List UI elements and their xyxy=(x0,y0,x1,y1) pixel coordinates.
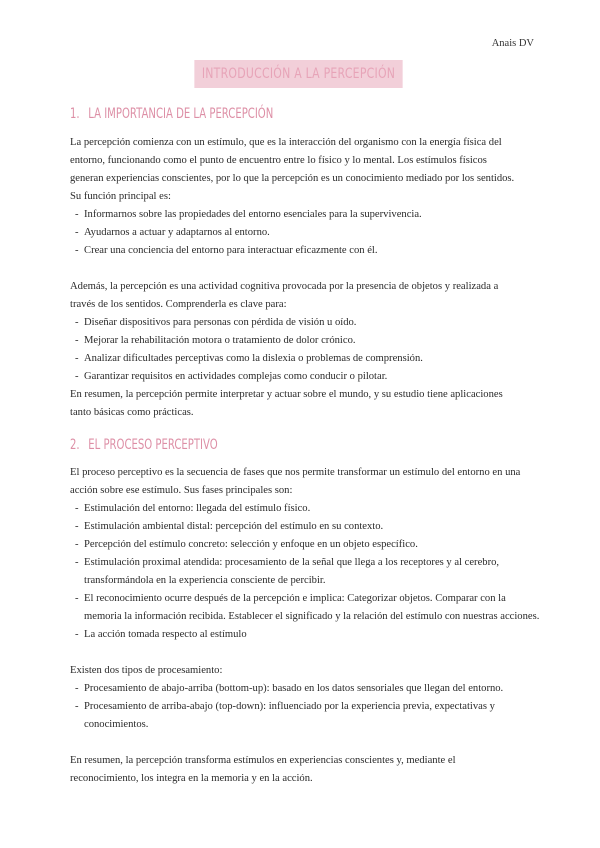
paragraph-line: reconocimiento, los integra en la memoria y en la acción. xyxy=(70,773,313,784)
list-item: - Garantizar requisitos en actividades complejas como conducir o pilotar. xyxy=(70,368,540,386)
paragraph-line: generan experiencias conscientes, por lo que la percepción es un conocimiento mediado por los sentidos. xyxy=(70,173,515,184)
list-item: - La acción tomada respecto al estímulo xyxy=(70,626,540,644)
section-2-body xyxy=(70,464,540,788)
section-1-heading xyxy=(70,106,273,122)
list-item: - Crear una conciencia del entorno para interactuar eficazmente con él. xyxy=(70,242,540,260)
functions-list xyxy=(70,206,540,260)
phases-list xyxy=(70,500,540,644)
paragraph-line: El proceso perceptivo es la secuencia de fases que nos permite transformar un estímulo del entorno en una xyxy=(70,467,521,478)
page-title: INTRODUCCIÓN A LA PERCEPCIÓN xyxy=(194,60,402,88)
author-name: Anais DV xyxy=(491,38,534,49)
list-item: - Mejorar la rehabilitación motora o tratamiento de dolor crónico. xyxy=(70,332,540,350)
list-item: - Diseñar dispositivos para personas con pérdida de visión u oído. xyxy=(70,314,540,332)
list-item: - Analizar dificultades perceptivas como la dislexia o problemas de comprensión. xyxy=(70,350,540,368)
list-item: - Percepción del estímulo concreto: selección y enfoque en un objeto específico. xyxy=(70,536,540,554)
section-1-number: 1. xyxy=(70,106,80,122)
list-item: - Estimulación del entorno: llegada del estímulo físico. xyxy=(70,500,540,518)
list-item: - El reconocimiento ocurre después de la percepción e implica: Categorizar objetos. Comparar con la memoria la información recibida. Establecer el significado y la relación del estímulo con nuestras acciones. xyxy=(70,590,540,626)
uses-list xyxy=(70,314,540,386)
paragraph-line: Su función principal es: xyxy=(70,191,171,202)
processing-types-list xyxy=(70,680,540,734)
list-item: - Informarnos sobre las propiedades del entorno esenciales para la supervivencia. xyxy=(70,206,540,224)
paragraph-line: En resumen, la percepción permite interpretar y actuar sobre el mundo, y su estudio tiene aplicaciones xyxy=(70,389,503,400)
paragraph-line: La percepción comienza con un estímulo, que es la interacción del organismo con la energía física del xyxy=(70,137,502,148)
list-item: - Procesamiento de arriba-abajo (top-down): influenciado por la experiencia previa, expectativas y conocimientos. xyxy=(70,698,540,734)
paragraph-line: entorno, funcionando como el punto de encuentro entre lo físico y lo mental. Los estímulos físicos xyxy=(70,155,487,166)
section-2-heading xyxy=(70,437,218,453)
section-2-number: 2. xyxy=(70,437,80,453)
paragraph-line: tanto básicas como prácticas. xyxy=(70,407,194,418)
list-item: - Estimulación proximal atendida: procesamiento de la señal que llega a los receptores y al cerebro, transformándola en la experiencia consciente de percibir. xyxy=(70,554,540,590)
list-item: - Estimulación ambiental distal: percepción del estímulo en su contexto. xyxy=(70,518,540,536)
section-2-title: EL PROCESO PERCEPTIVO xyxy=(88,437,218,453)
paragraph-line: través de los sentidos. Comprenderla es clave para: xyxy=(70,299,287,310)
section-1-body xyxy=(70,134,540,422)
paragraph-line: En resumen, la percepción transforma estímulos en experiencias conscientes y, mediante el xyxy=(70,755,456,766)
paragraph-line: acción sobre ese estímulo. Sus fases principales son: xyxy=(70,485,293,496)
list-item: - Procesamiento de abajo-arriba (bottom-up): basado en los datos sensoriales que llegan del entorno. xyxy=(70,680,540,698)
section-1-title: LA IMPORTANCIA DE LA PERCEPCIÓN xyxy=(88,106,274,122)
paragraph-line: Existen dos tipos de procesamiento: xyxy=(70,665,223,676)
list-item: - Ayudarnos a actuar y adaptarnos al entorno. xyxy=(70,224,540,242)
paragraph-line: Además, la percepción es una actividad cognitiva provocada por la presencia de objetos y realizada a xyxy=(70,281,499,292)
